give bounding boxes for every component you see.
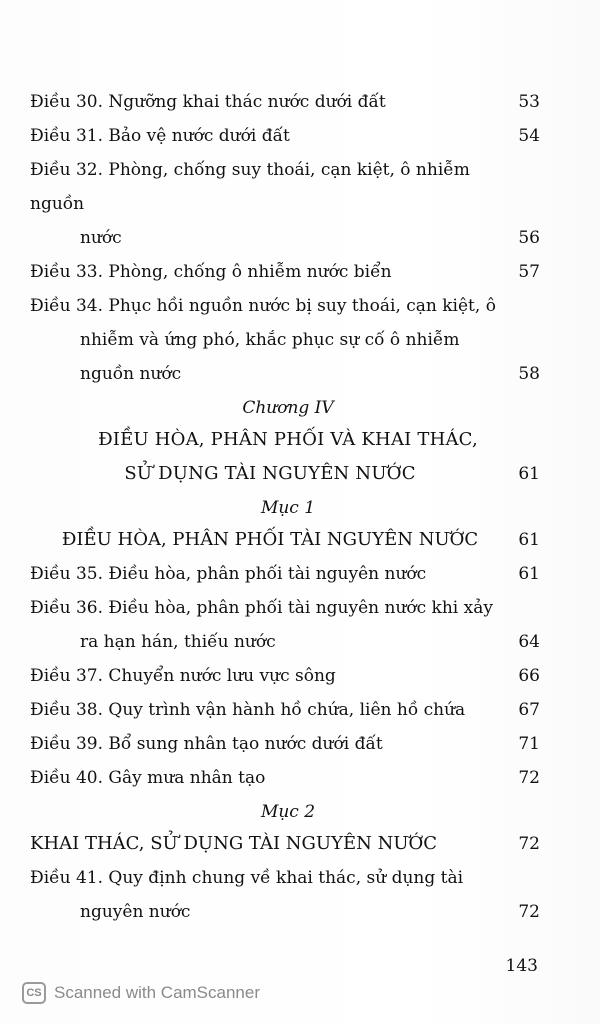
toc-entry-page-number: 61 [518,564,540,584]
toc-entry-title: Điều 38. Quy trình vận hành hồ chứa, liên hồ chứa [30,700,466,720]
toc-entries-top [30,85,546,391]
scanner-watermark-text: Scanned with CamScanner [54,983,261,1002]
toc-entry-page-number: 58 [518,364,540,384]
toc-entry [30,591,546,659]
toc-entry [30,289,546,391]
chapter-label: Chương IV [242,398,334,418]
toc-entry-title: Điều 34. Phục hồi nguồn nước bị suy thoái, cạn kiệt, ô [30,296,496,316]
toc-entry-title: Điều 40. Gây mưa nhân tạo [30,768,266,788]
camscanner-logo-icon: CS [22,982,46,1004]
section1-page-number: 61 [518,530,540,550]
chapter-page-number: 61 [518,464,540,484]
toc-entry-title: Điều 35. Điều hòa, phân phối tài nguyên nước [30,564,427,584]
toc-entry-title: Điều 32. Phòng, chống suy thoái, cạn kiệt, ô nhiễm nguồn [30,160,470,214]
toc-entry-page-number: 71 [518,734,540,754]
toc-entry-page-number: 72 [518,902,540,922]
toc-entry-title: Điều 30. Ngưỡng khai thác nước dưới đất [30,92,386,112]
toc-entry [30,861,546,929]
section2-title-row [30,827,546,861]
page-number: 143 [505,956,538,976]
toc-entry [30,557,546,591]
toc-entry-page-number: 72 [518,768,540,788]
section1-label: Mục 1 [260,498,316,518]
section2-label: Mục 2 [260,802,316,822]
chapter-heading [30,393,546,491]
toc-entry-page-number: 67 [518,700,540,720]
toc-entry [30,255,546,289]
toc-entry-title: Điều 36. Điều hòa, phân phối tài nguyên nước khi xảy [30,598,493,618]
toc-entries-mid [30,557,546,795]
toc-entry-title: Điều 31. Bảo vệ nước dưới đất [30,126,290,146]
section2-title: KHAI THÁC, SỬ DỤNG TÀI NGUYÊN NƯỚC [30,833,438,854]
chapter-title-line2: SỬ DỤNG TÀI NGUYÊN NƯỚC [124,463,416,484]
section1-title-row [30,523,546,557]
toc-entry-continuation: nước [80,228,122,248]
toc-entries-bottom [30,861,546,929]
toc-entry [30,727,546,761]
toc-entry-continuation: ra hạn hán, thiếu nước [80,632,276,652]
toc-entry-page-number: 56 [518,228,540,248]
toc-entry-title: Điều 37. Chuyển nước lưu vực sông [30,666,336,686]
toc-entry-page-number: 57 [518,262,540,282]
chapter-title-line1: ĐIỀU HÒA, PHÂN PHỐI VÀ KHAI THÁC, [98,429,478,450]
toc-entry-page-number: 66 [518,666,540,686]
section2-heading [30,797,546,861]
toc-entry-page-number: 53 [518,92,540,112]
scanner-watermark [22,980,260,1006]
toc-entry [30,153,546,255]
toc-entry [30,659,546,693]
toc-entry-page-number: 54 [518,126,540,146]
toc-entry-title: Điều 41. Quy định chung về khai thác, sử dụng tài [30,868,464,888]
section1-title: ĐIỀU HÒA, PHÂN PHỐI TÀI NGUYÊN NƯỚC [61,529,479,550]
toc-entry [30,761,546,795]
section1-heading [30,493,546,557]
toc-entry-continuation: nguyên nước [80,902,191,922]
section2-page-number: 72 [518,834,540,854]
chapter-title-row [30,457,546,491]
toc-entry [30,693,546,727]
toc-entry [30,85,546,119]
toc-entry-page-number: 64 [518,632,540,652]
toc-entry-title: Điều 39. Bổ sung nhân tạo nước dưới đất [30,734,383,754]
toc-entry [30,119,546,153]
toc-entry-continuation: nguồn nước [80,364,182,384]
table-of-contents [30,85,546,929]
toc-entry-title: Điều 33. Phòng, chống ô nhiễm nước biển [30,262,392,282]
toc-entry-continuation: nhiễm và ứng phó, khắc phục sự cố ô nhiễm [80,330,460,350]
